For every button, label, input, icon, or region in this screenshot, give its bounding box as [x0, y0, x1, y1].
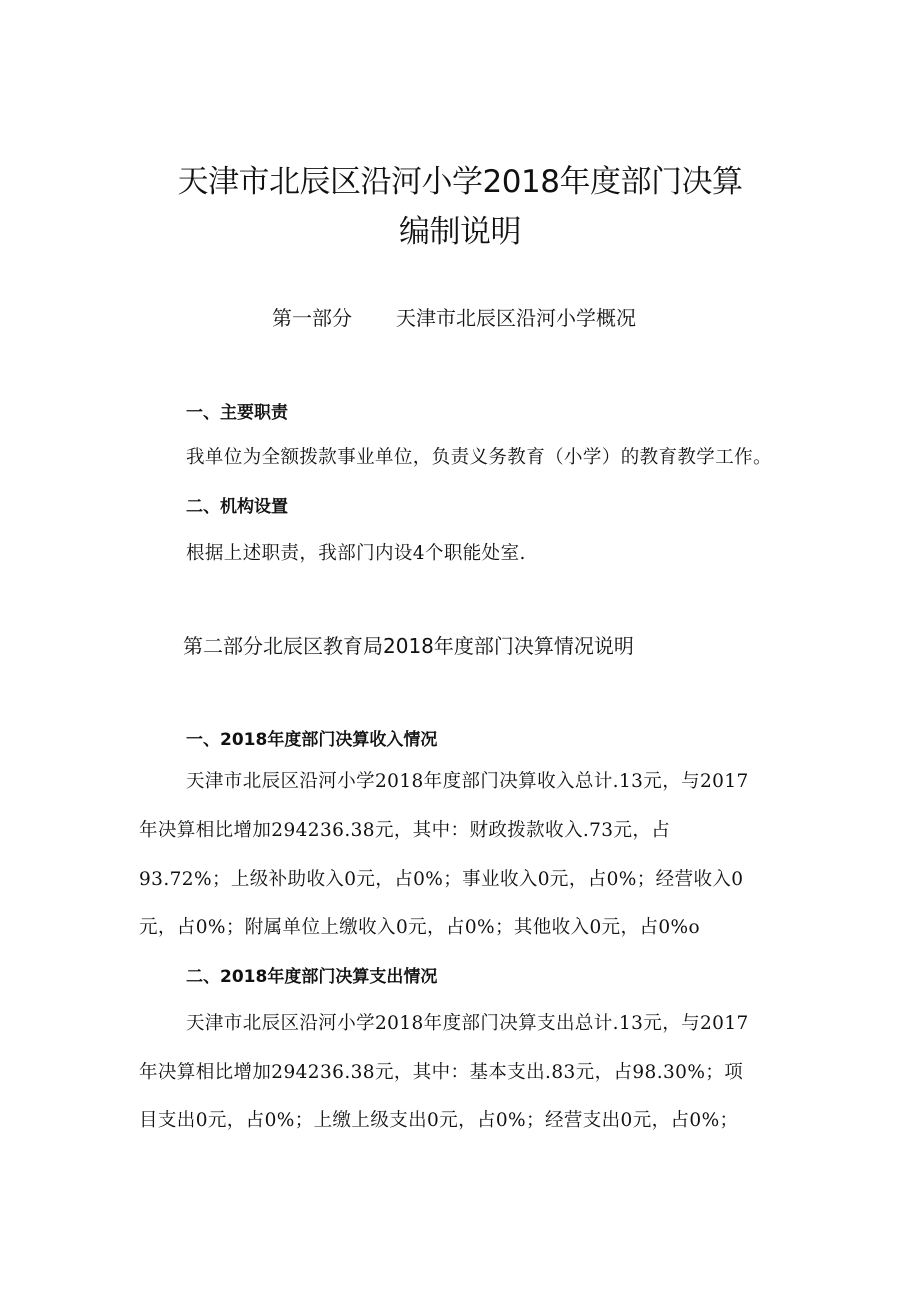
expenditure-paragraph-line: 天津市北辰区沿河小学2018年度部门决算支出总计.13元，与2017: [186, 1013, 749, 1034]
section-body-responsibilities: 我单位为全额拨款事业单位，负责义务教育（小学）的教育教学工作。: [186, 447, 772, 468]
expenditure-paragraph-line: 年决算相比增加294236.38元，其中：基本支出.83元，占98.30%；项: [139, 1062, 744, 1083]
part-one-heading: [272, 304, 636, 332]
document-title: 天津市北辰区沿河小学2018年度部门决算: [177, 164, 743, 200]
section-heading-income: 一、2018年度部门决算收入情况: [186, 730, 438, 750]
income-paragraph-line: 年决算相比增加294236.38元，其中：财政拨款收入.73元，占: [139, 820, 671, 841]
section-heading-organization: 二、机构设置: [186, 497, 288, 517]
part-two-heading: 第二部分北辰区教育局2018年度部门决算情况说明: [183, 634, 634, 658]
section-heading-expenditure: 二、2018年度部门决算支出情况: [186, 967, 438, 987]
section-body-organization: 根据上述职责，我部门内设4个职能处室.: [186, 543, 526, 564]
part-one-label: 第一部分: [272, 306, 352, 330]
expenditure-paragraph-line: 目支出0元，占0%；上缴上级支出0元，占0%；经营支出0元，占0%；: [139, 1110, 739, 1131]
section-heading-responsibilities: 一、主要职责: [186, 403, 288, 423]
document-subtitle: 编制说明: [399, 214, 521, 250]
part-one-title: 天津市北辰区沿河小学概况: [396, 306, 636, 330]
income-paragraph-line: 93.72%；上级补助收入0元，占0%；事业收入0元，占0%；经营收入0: [139, 869, 744, 890]
income-paragraph-line: 元，占0%；附属单位上缴收入0元，占0%；其他收入0元，占0%o: [139, 917, 701, 938]
income-paragraph-line: 天津市北辰区沿河小学2018年度部门决算收入总计.13元，与2017: [186, 771, 749, 792]
